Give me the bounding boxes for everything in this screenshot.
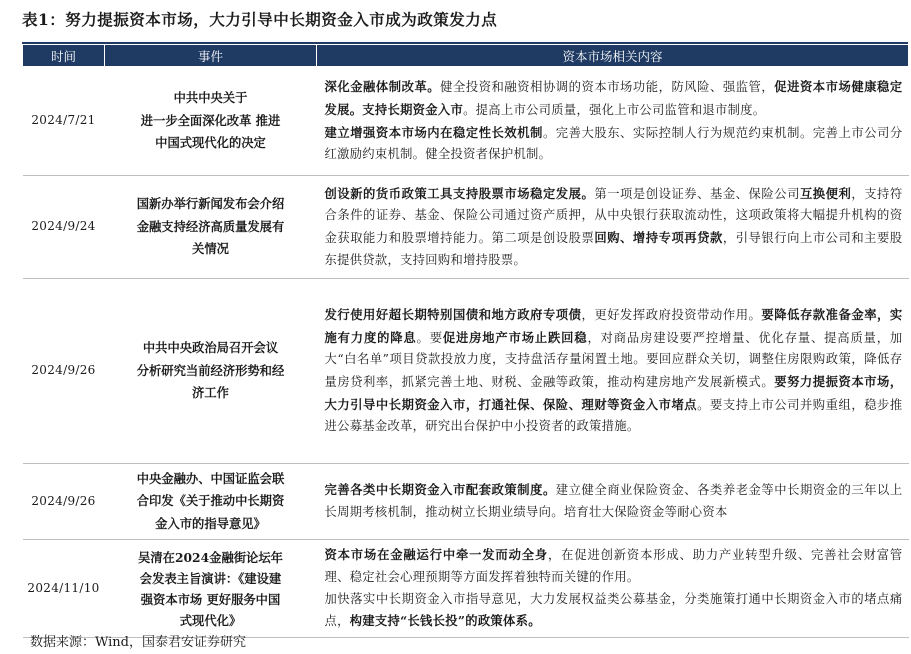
content-paragraph: 发行使用好超长期特别国债和地方政府专项债，更好发挥政府投资带动作用。要降低存款准备金率，实施有力度的降息。要促进房地产市场止跌回稳，对商品房建设要严控增量、优化存量、提高质量，加大“白名单”项目贷款投放力度，支持盘活存量闲置土地。要回应群众关切，调整住房限购政策，降低存量房贷利率，抓紧完善土地、财税、金融等政策，推动构建房地产发展新模式。要努力提振资本市场，大力引导中长期资金入市，打通社保、保险、理财等资金入市堵点。要支持上市公司并购重组，稳步推进公募基金改革，研究出台保护中小投资者的政策措施。	[324, 307, 903, 434]
row-date: 2024/9/24	[23, 176, 105, 279]
source-note: 数据来源：Wind，国泰君安证券研究	[30, 635, 246, 650]
content-paragraph: 创设新的货币政策工具支持股票市场稳定发展。第一项是创设证券、基金、保险公司互换便利，支持符合条件的证券、基金、保险公司通过资产质押，从中央银行获取流动性，这项政策将大幅提升机构的资金获取能力和股票增持能力。第二项是创设股票回购、增持专项再贷款，引导银行向上市公司和主要股东提供贷款，支持回购和增持股票。	[324, 185, 903, 267]
row-event	[105, 67, 317, 176]
content-paragraph: 资本市场在金融运行中牵一发而动全身，在促进创新资本形成、助力产业转型升级、完善社会财富管理、稳定社会心理预期等方面发挥着独特而关键的作用。	[324, 547, 903, 584]
table-row	[23, 464, 909, 540]
event-line: 合印发《关于推动中长期资	[136, 493, 285, 509]
header-event: 事件	[105, 45, 317, 67]
table-row	[23, 67, 909, 176]
event-line: 中共中央关于	[173, 90, 248, 106]
content-paragraph: 完善各类中长期资金入市配套政策制度。建立健全商业保险资金、各类养老金等中长期资金的三年以上长周期考核机制，推动树立长期业绩导向。培育壮大保险资金等耐心资本	[324, 482, 903, 519]
row-date: 2024/9/26	[23, 279, 105, 464]
row-date: 2024/7/21	[23, 67, 105, 176]
header-date: 时间	[23, 45, 105, 67]
event-line: 强资本市场 更好服务中国	[140, 591, 281, 607]
event-line: 关情况	[192, 241, 229, 257]
table-row	[23, 176, 909, 279]
event-line: 式现代化》	[179, 612, 242, 628]
row-content	[317, 464, 909, 540]
event-line: 济工作	[192, 385, 229, 401]
row-content	[317, 176, 909, 279]
event-line: 中央金融办、中国证监会联	[136, 470, 285, 486]
event-line: 吴清在2024金融街论坛年	[138, 549, 283, 565]
content-paragraph: 深化金融体制改革。健全投资和融资相协调的资本市场功能，防风险、强监管，促进资本市场健康稳定发展。支持长期资金入市。提高上市公司质量，强化上市公司监管和退市制度。	[324, 79, 903, 117]
content-paragraph: 建立增强资本市场内在稳定性长效机制。完善大股东、实际控制人行为规范约束机制。完善上市公司分红激励约束机制。健全投资者保护机制。	[324, 124, 903, 162]
row-date: 2024/11/10	[23, 540, 105, 638]
content-paragraph: 加快落实中长期资金入市指导意见，大力发展权益类公募基金，分类施策打通中长期资金入市的堵点痛点，构建支持“长钱长投”的政策体系。	[324, 591, 903, 629]
row-content	[317, 279, 909, 464]
row-content	[317, 67, 909, 176]
table-row	[23, 540, 909, 638]
event-line: 金入市的指导意见》	[155, 515, 266, 531]
row-event	[105, 279, 317, 464]
event-line: 金融支持经济高质量发展有	[136, 218, 285, 234]
table-header-row	[23, 45, 909, 67]
table-title: 表1：努力提振资本市场，大力引导中长期资金入市成为政策发力点	[22, 10, 498, 29]
row-date: 2024/9/26	[23, 464, 105, 540]
event-line: 国新办举行新闻发布会介绍	[136, 196, 285, 212]
row-event	[105, 464, 317, 540]
event-line: 中国式现代化的决定	[155, 135, 266, 151]
header-content: 资本市场相关内容	[317, 45, 909, 67]
event-line: 进一步全面深化改革 推进	[140, 112, 281, 128]
event-line: 会发表主旨演讲：《建设建	[139, 570, 282, 586]
event-line: 分析研究当前经济形势和经	[136, 362, 285, 378]
policy-table	[22, 44, 909, 638]
table-row	[23, 279, 909, 464]
event-line: 中共中央政治局召开会议	[142, 340, 279, 356]
row-event	[105, 540, 317, 638]
row-content	[317, 540, 909, 638]
row-event	[105, 176, 317, 279]
